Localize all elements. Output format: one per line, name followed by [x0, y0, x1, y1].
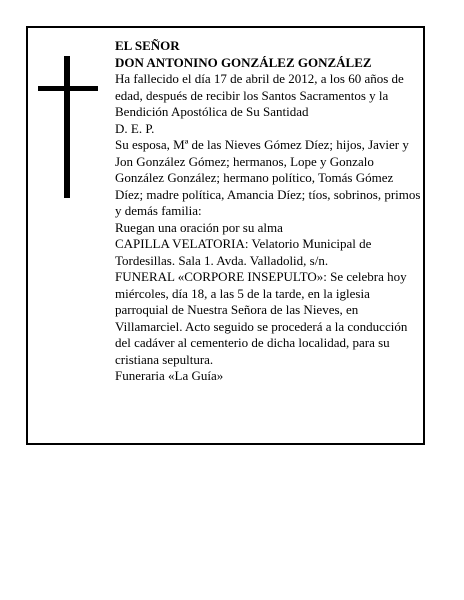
deceased-name: DON ANTONINO GONZÁLEZ GONZÁLEZ — [115, 54, 372, 70]
dep-line: D. E. P. — [115, 120, 155, 136]
cross-horizontal-bar — [38, 86, 98, 91]
obituary-text — [115, 38, 421, 385]
death-announcement: Ha fallecido el día 17 de abril de 2012, a los 60 años de edad, después de recibir los Santos Sacramentos y la Bendición Apostólica de Su Santidad — [115, 71, 404, 119]
family-list: Su esposa, Mª de las Nieves Gómez Díez; hijos, Javier y Jon González Gómez; hermanos, Lope y Gonzalo González González; hermano político, Tomás Gómez Díez; madre política, Amancia Díez; tíos, sobrinos, primos y demás familia: — [115, 137, 421, 218]
funeral-info: FUNERAL «CORPORE INSEPULTO»: Se celebra hoy miércoles, día 18, a las 5 de la tarde, en la iglesia parroquial de Nuestra Señora de las Nieves, en Villamarciel. Acto seguido se procederá a la conducción del cadáver al cementerio de dicha localidad, para su cristiana sepultura. — [115, 269, 408, 367]
chapel-info: CAPILLA VELATORIA: Velatorio Municipal de Tordesillas. Sala 1. Avda. Valladolid, s/n. — [115, 236, 372, 268]
heading-title: EL SEÑOR — [115, 38, 180, 53]
cross-icon — [38, 56, 98, 198]
prayer-request: Ruegan una oración por su alma — [115, 219, 283, 235]
cross-vertical-bar — [64, 56, 70, 198]
funeral-home: Funeraria «La Guía» — [115, 368, 224, 383]
